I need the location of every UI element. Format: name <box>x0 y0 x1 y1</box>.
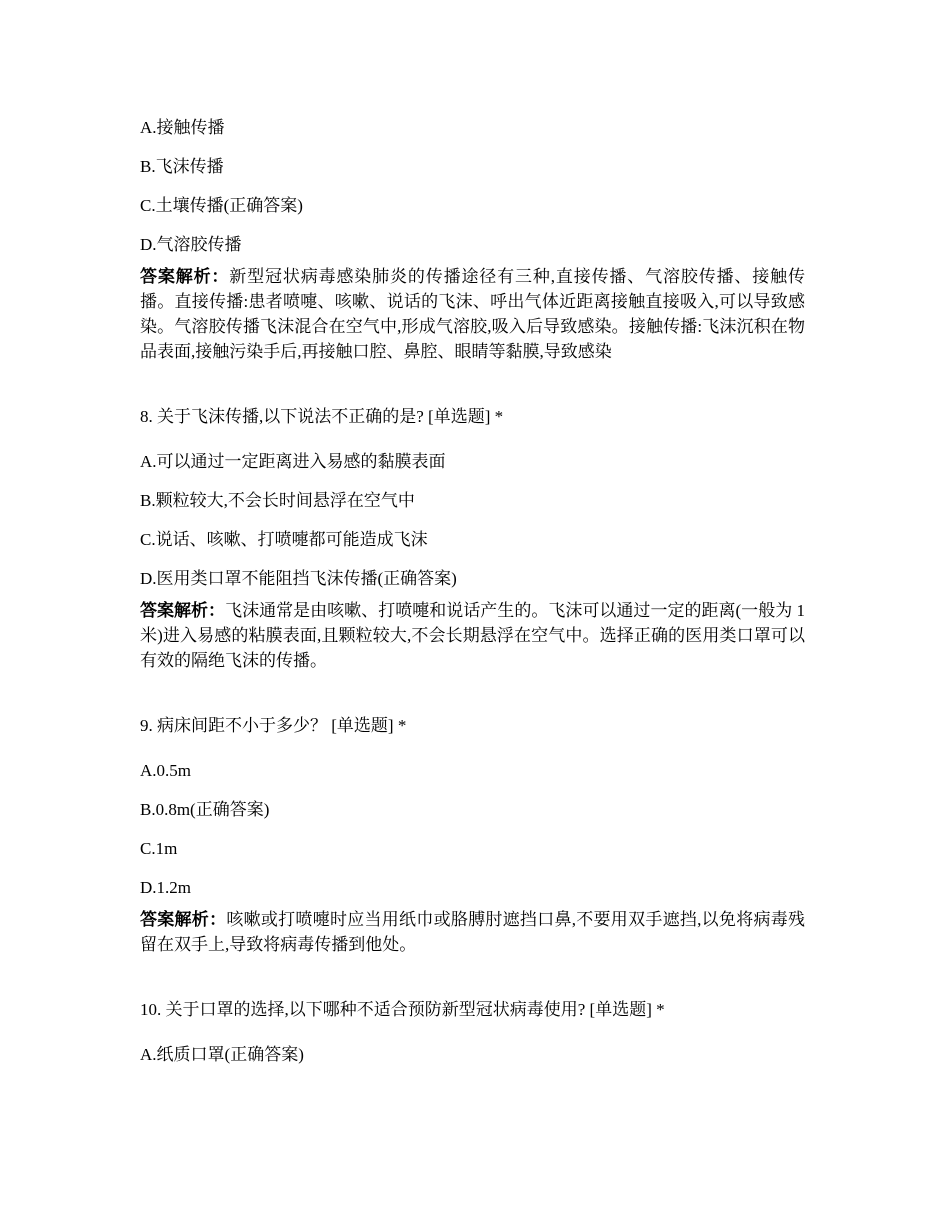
explanation-label: 答案解析： <box>140 267 230 286</box>
option-a: A.纸质口罩(正确答案) <box>140 1045 304 1064</box>
option-b: B.0.8m(正确答案) <box>140 800 270 819</box>
question-block-9 <box>140 715 805 957</box>
option-a: A.接触传播 <box>140 118 225 137</box>
option-a: A.可以通过一定距离进入易感的黏膜表面 <box>140 452 446 471</box>
option-d: D.气溶胶传播 <box>140 235 242 254</box>
question-title: 9. 病床间距不小于多少？ [单选题] * <box>140 716 407 735</box>
option-c: C.说话、咳嗽、打喷嚏都可能造成飞沫 <box>140 530 428 549</box>
explanation-text: 飞沫通常是由咳嗽、打喷嚏和说话产生的。飞沫可以通过一定的距离(一般为 1 米)进入易感的粘膜表面,且颗粒较大,不会长期悬浮在空气中。选择正确的医用类口罩可以有效的隔绝飞沫的传播。 <box>140 601 805 670</box>
answer-explanation <box>140 907 805 957</box>
question-block-7 <box>140 117 805 364</box>
option-b: B.颗粒较大,不会长时间悬浮在空气中 <box>140 491 415 510</box>
question-block-10 <box>140 999 805 1066</box>
option-b: B.飞沫传播 <box>140 157 224 176</box>
question-block-8 <box>140 406 805 673</box>
explanation-label: 答案解析： <box>140 910 227 929</box>
option-a: A.0.5m <box>140 761 191 780</box>
option-d: D.1.2m <box>140 878 191 897</box>
option-c: C.土壤传播(正确答案) <box>140 196 303 215</box>
option-d: D.医用类口罩不能阻挡飞沫传播(正确答案) <box>140 569 457 588</box>
option-c: C.1m <box>140 839 178 858</box>
explanation-text: 新型冠状病毒感染肺炎的传播途径有三种,直接传播、气溶胶传播、接触传播。直接传播:患者喷嚏、咳嗽、说话的飞沫、呼出气体近距离接触直接吸入,可以导致感染。气溶胶传播飞沫混合在空气中,形成气溶胶,吸入后导致感染。接触传播:飞沫沉积在物品表面,接触污染手后,再接触口腔、鼻腔、眼睛等黏膜,导致感染 <box>140 267 806 361</box>
document-content <box>140 117 805 1083</box>
answer-explanation <box>140 598 805 673</box>
explanation-label: 答案解析： <box>140 601 226 620</box>
answer-explanation <box>140 264 805 364</box>
question-title: 8. 关于飞沫传播,以下说法不正确的是? [单选题] * <box>140 407 504 426</box>
explanation-text: 咳嗽或打喷嚏时应当用纸巾或胳膊肘遮挡口鼻,不要用双手遮挡,以免将病毒残留在双手上,导致将病毒传播到他处。 <box>140 910 806 954</box>
question-title: 10. 关于口罩的选择,以下哪种不适合预防新型冠状病毒使用? [单选题] * <box>140 1000 665 1019</box>
